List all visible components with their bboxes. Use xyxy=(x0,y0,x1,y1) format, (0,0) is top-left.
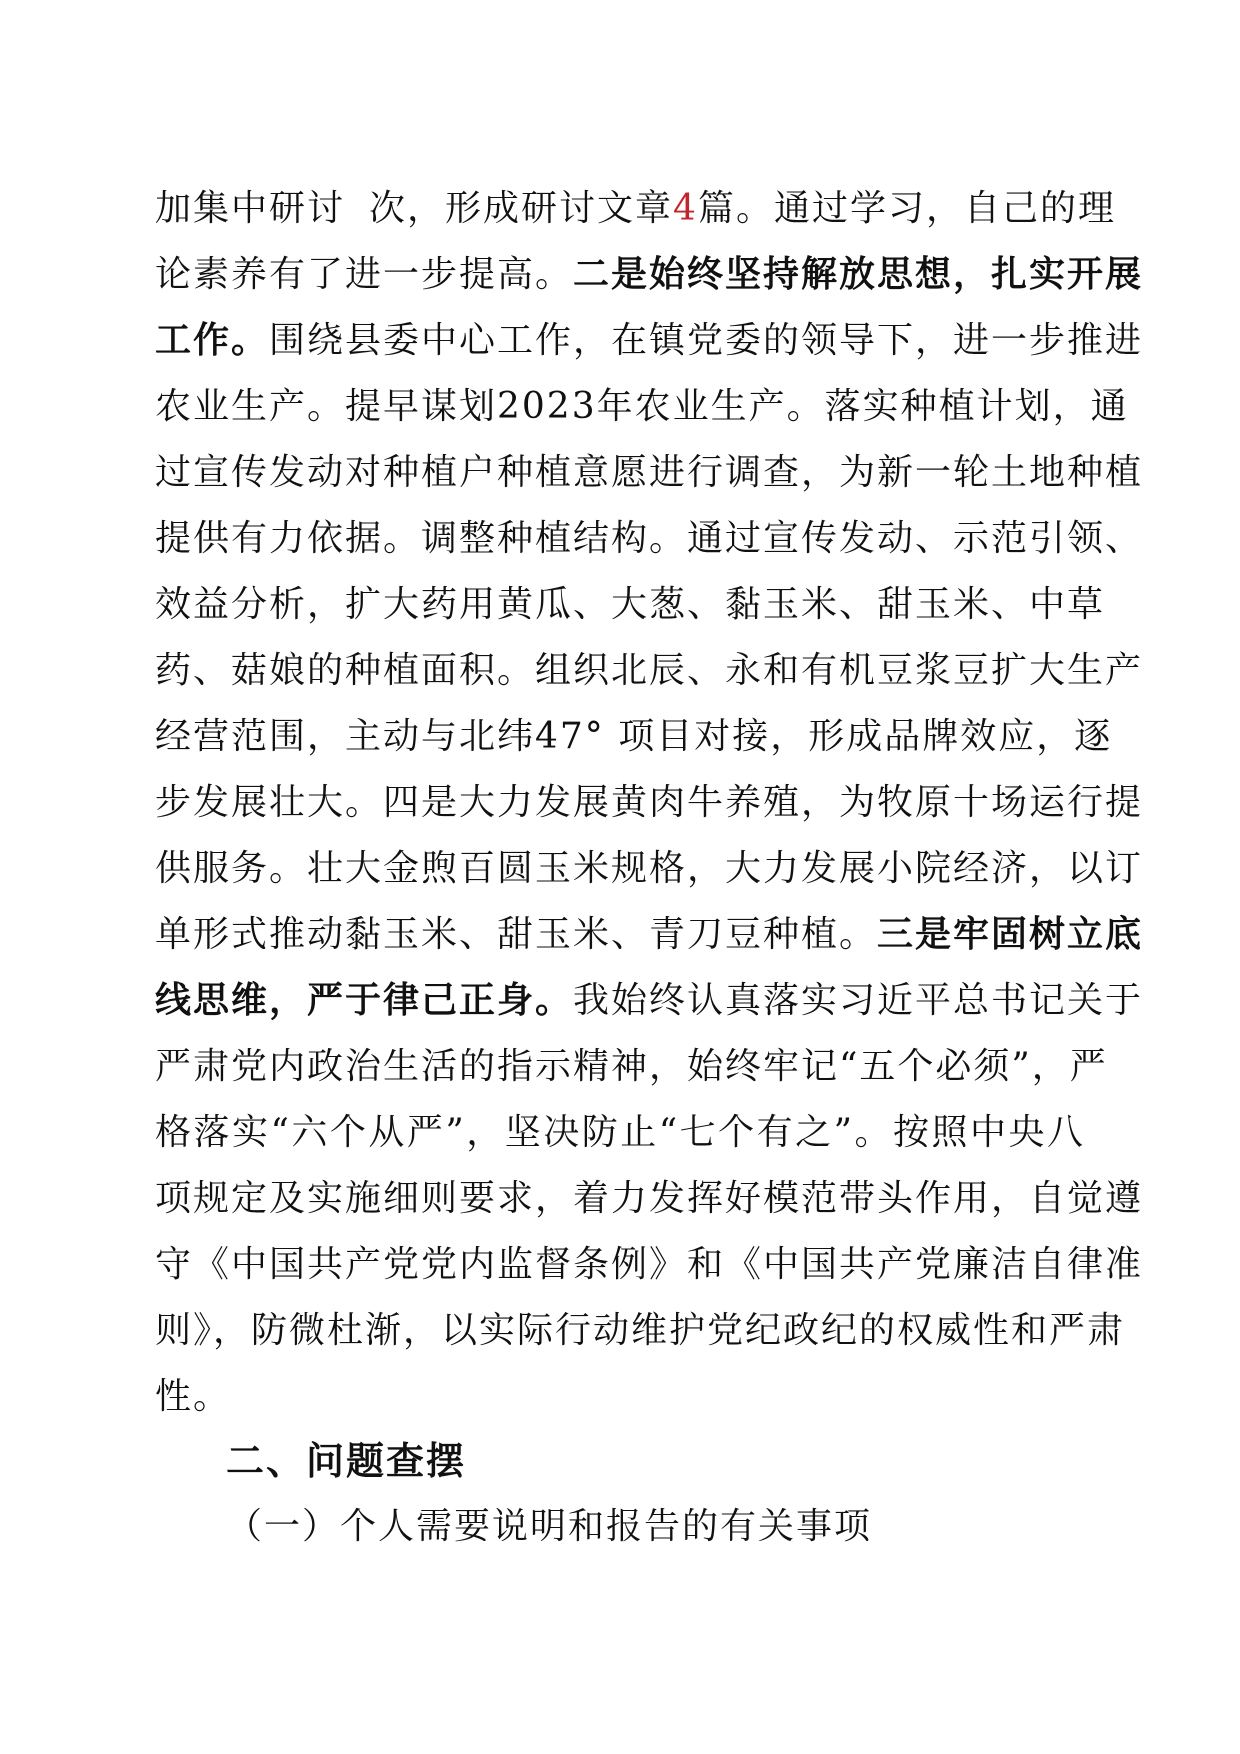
line-text: 围绕县委中心工作，在镇党委的领导下，进一步推进 xyxy=(269,320,1144,361)
line-text: 次，形成研讨文章 xyxy=(369,188,674,229)
paragraph-line xyxy=(155,308,1144,374)
body-paragraph xyxy=(155,176,1144,1430)
line-text: 单形式推动黏玉米、甜玉米、青刀豆种植。 xyxy=(155,914,878,955)
highlighted-number: 4 xyxy=(673,188,698,229)
section-heading: 二、问题查摆 xyxy=(226,1439,467,1483)
bold-point-title: 工作。 xyxy=(155,320,270,361)
bold-point-title: 三是牢固树立底 xyxy=(877,914,1144,955)
bold-point-title: 线思维，严于律己正身。 xyxy=(155,980,574,1021)
paragraph-line: 守《中国共产党党内监督条例》和《中国共产党廉洁自律准 xyxy=(155,1244,1144,1285)
paragraph-line: 步发展壮大。四是大力发展黄肉牛养殖，为牧原十场运行提 xyxy=(155,782,1144,823)
line-text: 我始终认真落实习近平总书记关于 xyxy=(573,980,1144,1021)
bold-point-title: 二是始终坚持解放思想，扎实开展 xyxy=(573,254,1144,295)
paragraph-line: 格落实“六个从严”，坚决防止“七个有之”。按照中央八 xyxy=(155,1112,1085,1153)
paragraph-line: 农业生产。提早谋划2023年农业生产。落实种植计划，通 xyxy=(155,386,1129,427)
paragraph-line: 供服务。壮大金煦百圆玉米规格，大力发展小院经济，以订 xyxy=(155,848,1144,889)
paragraph-line: 药、菇娘的种植面积。组织北辰、永和有机豆浆豆扩大生产 xyxy=(155,650,1144,691)
paragraph-line: 严肃党内政治生活的指示精神，始终牢记“五个必须”，严 xyxy=(155,1046,1108,1087)
line-text: 加集中研讨 xyxy=(155,188,346,229)
paragraph-line xyxy=(155,968,1144,1034)
paragraph-line: 则》，防微杜渐，以实际行动维护党纪政纪的权威性和严肃 xyxy=(155,1310,1126,1351)
paragraph-line xyxy=(155,176,1116,242)
paragraph-line: 性。 xyxy=(155,1376,232,1417)
paragraph-line: 经营范围，主动与北纬47° 项目对接，形成品牌效应，逐 xyxy=(155,716,1113,757)
paragraph-line: 过宣传发动对种植户种植意愿进行调查，为新一轮土地种植 xyxy=(155,452,1144,493)
paragraph-line: 效益分析，扩大药用黄瓜、大葱、黏玉米、甜玉米、中草 xyxy=(155,584,1106,625)
paragraph-line: 项规定及实施细则要求，着力发挥好模范带头作用，自觉遵 xyxy=(155,1178,1144,1219)
paragraph-line: 提供有力依据。调整种植结构。通过宣传发动、示范引领、 xyxy=(155,518,1144,559)
line-text: 论素养有了进一步提高。 xyxy=(155,254,574,295)
subsection-heading: （一）个人需要说明和报告的有关事项 xyxy=(226,1506,873,1547)
paragraph-line xyxy=(155,902,1144,968)
line-text: 篇。通过学习，自己的理 xyxy=(697,188,1116,229)
paragraph-line xyxy=(155,242,1144,308)
